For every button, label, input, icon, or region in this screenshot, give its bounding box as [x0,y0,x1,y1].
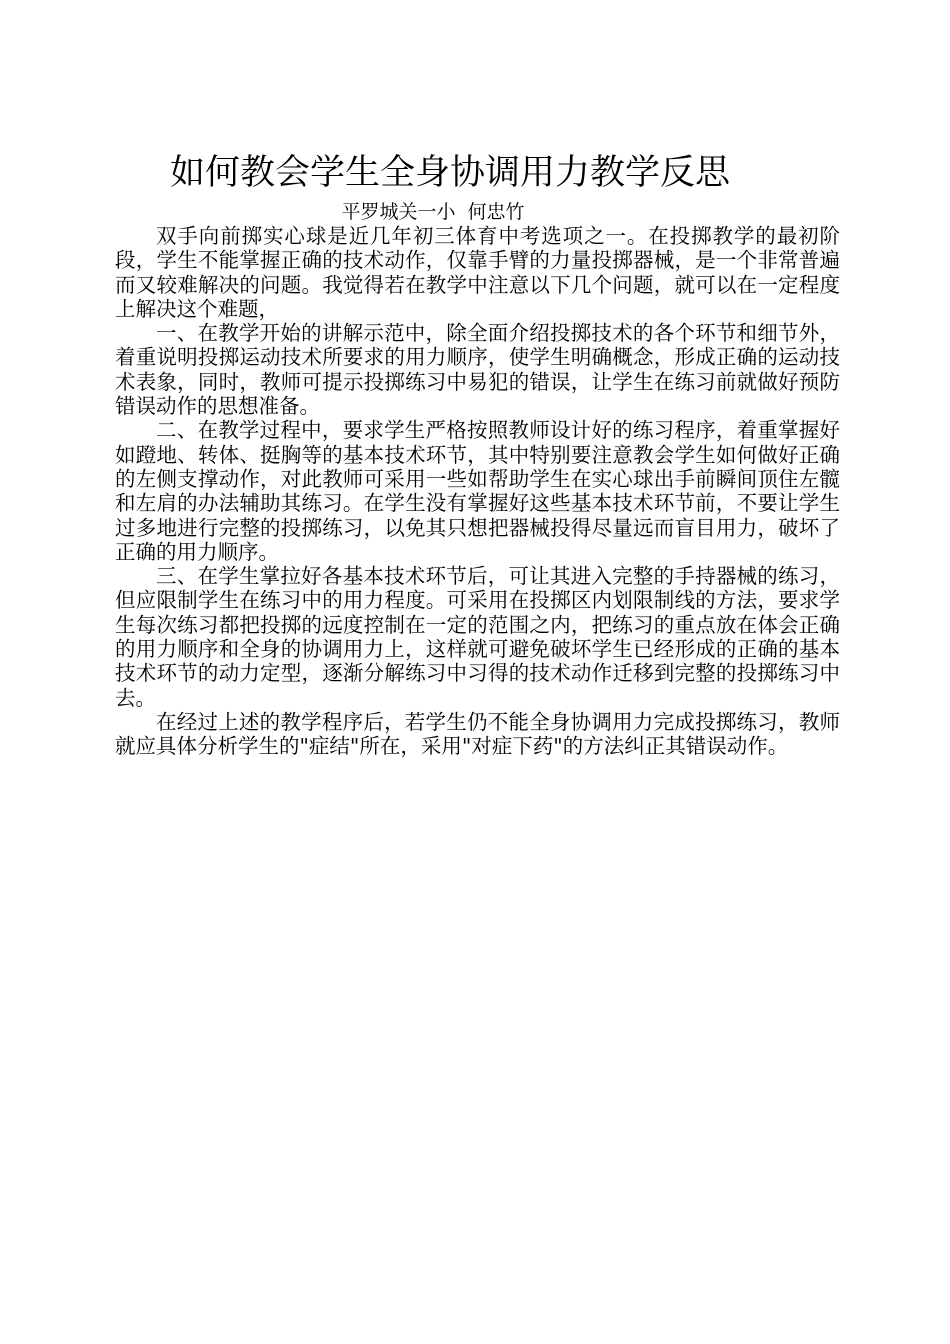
document-title: 如何教会学生全身协调用力教学反思 [169,153,730,193]
paragraph-intro: 双手向前掷实心球是近几年初三体育中考选项之一。在投掷教学的最初阶段，学生不能掌握正确的技术动作，仅靠手臂的力量投掷器械，是一个非常普遍而又较难解决的问题。我觉得若在教学中注意以下几个问题，就可以在一定程度上解决这个难题， [115,224,840,321]
paragraph-point-three: 三、在学生掌拉好各基本技术环节后，可让其进入完整的手持器械的练习，但应限制学生在练习中的用力程度。可采用在投掷区内划限制线的方法，要求学生每次练习都把投掷的远度控制在一定的范围之内，把练习的重点放在体会正确的用力顺序和全身的协调用力上，这样就可避免破坏学生已经形成的正确的基本技术环节的动力定型，逐渐分解练习中习得的技术动作迁移到完整的投掷练习中去。 [115,564,840,710]
document-body [115,224,840,759]
paragraph-point-two: 二、在教学过程中，要求学生严格按照教师设计好的练习程序，着重掌握好如蹬地、转体、挺胸等的基本技术环节，其中特别要注意教会学生如何做好正确的左侧支撑动作，对此教师可采用一些如帮助学生在实心球出手前瞬间顶住左髋和左肩的办法辅助其练习。在学生没有掌握好这些基本技术环节前，不要让学生过多地进行完整的投掷练习，以免其只想把器械投得尽量远而盲目用力，破坏了正确的用力顺序。 [115,418,840,564]
paragraph-conclusion: 在经过上述的教学程序后，若学生仍不能全身协调用力完成投掷练习，教师就应具体分析学生的"症结"所在，采用"对症下药"的方法纠正其错误动作。 [115,709,840,759]
author-byline: 平罗城关一小 何忠竹 [341,201,525,223]
paragraph-point-one: 一、在教学开始的讲解示范中，除全面介绍投掷技术的各个环节和细节外，着重说明投掷运动技术所要求的用力顺序，使学生明确概念，形成正确的运动技术表象，同时，教师可提示投掷练习中易犯的错误，让学生在练习前就做好预防错误动作的思想准备。 [115,321,840,419]
